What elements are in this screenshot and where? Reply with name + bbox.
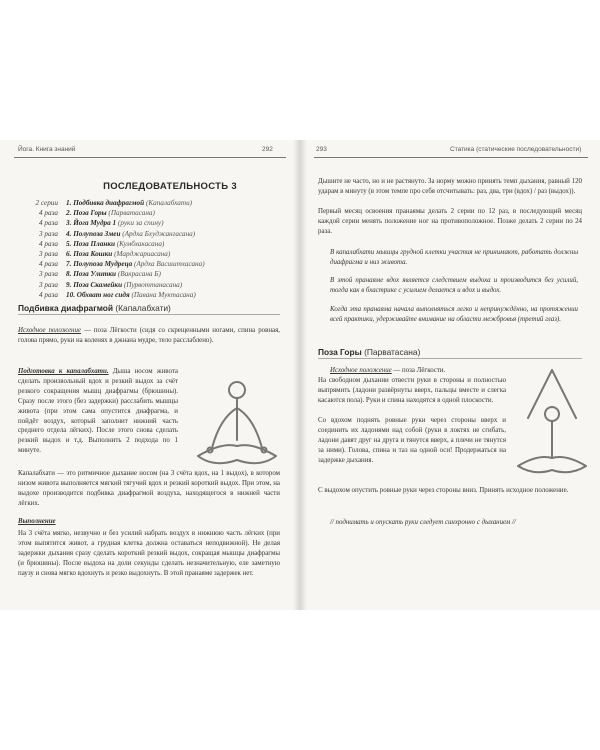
note-chest-muscles: В капалабхати мышцы грудной клетки участия не принимают, работать должны диафрагма и низ живота. bbox=[330, 249, 578, 266]
sequence-name bbox=[66, 208, 155, 218]
right-page-number: 293 bbox=[316, 146, 327, 153]
left-running-head: Йога. Книга знаний bbox=[18, 146, 76, 153]
sequence-item bbox=[26, 229, 276, 239]
sequence-title: 10. Обхват ног сидя bbox=[66, 290, 130, 299]
kapalabhati-preparation: Подготовка к капалабхати. Дыша носом живота сделать произвольный вдох и резкий выдох за счёт резкого сокращения мышц диафрагмы (брюшины). Сразу после этого (без задержки) расслабить мышцы живота (при этом сама опустится диафрагма, и пойдёт воздух, который заполнит нижний часть среднего отдела лёгких). После этого снова сделать резкий выдох и т.д. Выполнить 2 подхода по 1 минуте. bbox=[18, 368, 178, 455]
sequence-item bbox=[26, 208, 276, 218]
sequence-sanskrit: (Ардха Бхуджангасана) bbox=[122, 229, 196, 238]
sequence-sanskrit: (Вакрасана Б) bbox=[117, 270, 161, 279]
lotus-figure-icon bbox=[192, 376, 282, 480]
sequence-name bbox=[66, 239, 164, 249]
sequence-count: 3 раза bbox=[39, 280, 58, 289]
sequence-title: 6. Поза Кошки bbox=[66, 249, 113, 258]
sequence-name bbox=[66, 218, 163, 228]
mountain-breath-note: // поднимать и опускать руки следует синхронно с дыханием // bbox=[330, 519, 516, 526]
sequence-title: 7. Полупоза Мудреца bbox=[66, 260, 133, 269]
sequence-name bbox=[66, 198, 192, 208]
right-header-rule bbox=[314, 157, 588, 158]
sequence-count: 3 раза bbox=[39, 229, 58, 238]
mountain-start-position: Исходное положение — поза Лёгкости. bbox=[330, 367, 446, 374]
sequence-title: 2. Поза Горы bbox=[66, 209, 107, 218]
sequence-count: 4 раза bbox=[39, 209, 58, 218]
sequence-count: 4 раза bbox=[39, 260, 58, 269]
right-running-head: Статика (статические последовательности) bbox=[450, 146, 582, 153]
execution-heading: Выполнение bbox=[18, 518, 56, 525]
section-title: ПОСЛЕДОВАТЕЛЬНОСТЬ 3 bbox=[103, 181, 237, 192]
book-gutter bbox=[293, 140, 307, 610]
note-third-eye: Когда эта пранаяма начала выполняться легко и непринуждённо, на протяжении всей практики, удерживайте внимание на области межбровья (третий глаз). bbox=[330, 306, 578, 323]
sequence-sanskrit: (Парватасана) bbox=[108, 209, 155, 218]
sequence-sanskrit: (Пурвоттанасана) bbox=[123, 280, 183, 289]
execution-text: На 3 счёта мягко, незвучно и без усилий набрать воздух в нижнюю часть лёгких (при этом выпятится живот, а грудная клетка должна оставаться неподвижной). Не делая задержки дыхания сразу сделать короткий резкий выдох, сокращая мышцы диафрагмы (и брюшины). После выдоха на доли секунды сделать незначительную, еле заметную паузу и снова мягко вдохнуть и резко выдохнуть. В этой пранаяме задержек нет. bbox=[18, 530, 280, 577]
sequence-count: 2 серии bbox=[35, 199, 58, 207]
sequence-title: 4. Полупоза Змеи bbox=[66, 229, 121, 238]
mountain-step-2: Со вдохом поднять ровные руки через стороны вверх и соединить их ладонями над собой (руки в локтях не сгибать, ладони давят друг на друга и тянутся вверх, а плечи не тянутся за ними). Голова, спина и таз на одной оси! Продержаться на задержке дыхания. bbox=[318, 417, 506, 464]
sequence-title: 5. Поза Планки bbox=[66, 239, 115, 248]
left-page-number: 292 bbox=[262, 146, 273, 153]
sequence-item bbox=[26, 280, 276, 290]
sequence-list bbox=[26, 198, 276, 300]
sequence-count: 3 раза bbox=[39, 270, 58, 279]
left-page bbox=[0, 140, 300, 610]
kapalabhati-start-position: Исходное положение — поза Лёгкости (сидя со скрещенными ногами, спина ровная, голова прямо, руки на коленях в джнана мудре, тело расслаблено). bbox=[18, 327, 280, 344]
breathing-tempo-text: Дышите не часто, но и не растянуто. За норму можно принять темп дыхания, равный 120 ударам в минуту (в этом темпе про себя отсчитывать: раз, два, три (вдох) / раз (выдох)). bbox=[318, 178, 582, 195]
sequence-sanskrit: (Кумбхакасана) bbox=[116, 239, 165, 248]
sequence-sanskrit: (руки за спину) bbox=[117, 219, 164, 228]
sequence-name bbox=[66, 280, 182, 290]
left-header-rule bbox=[14, 157, 286, 158]
sequence-sanskrit: (Павана Муктасана) bbox=[131, 290, 196, 299]
sequence-item bbox=[26, 239, 276, 249]
sequence-item bbox=[26, 218, 276, 228]
sequence-name bbox=[66, 229, 195, 239]
sequence-sanskrit: (Марджариасана) bbox=[114, 249, 171, 258]
sequence-item bbox=[26, 198, 276, 208]
mountain-step-1: На свободном дыхании отвести руки в стороны и полностью выпрямить (ладони развёрнуты вверх, пальцы вместе и слегка касаются пола). Руки и спина находятся в одной плоскости. bbox=[318, 377, 506, 404]
mountain-pose-heading: Поза Горы (Парватасана) bbox=[318, 347, 421, 357]
right-page bbox=[300, 140, 600, 610]
sequence-name bbox=[66, 290, 196, 300]
kapalabhati-description: Капалабхати — это ритмичное дыхание носом (на 3 счёта вдох, на 1 выдох), в котором низом живота выполняется мягкий тягучий вдох и резкий короткий выдох. При этом, на выдохе производится подбивка диафрагмой воздуха, находящегося в нижней части лёгких. bbox=[18, 470, 280, 507]
sequence-title: 9. Поза Скамейки bbox=[66, 280, 123, 289]
sequence-count: 4 раза bbox=[39, 219, 58, 228]
sequence-item bbox=[26, 259, 276, 269]
sequence-name bbox=[66, 269, 161, 279]
kapalabhati-heading: Подбивка диафрагмой (Капалабхати) bbox=[18, 303, 171, 313]
sequence-item bbox=[26, 249, 276, 259]
sequence-title: 3. Йога Мудра 1 bbox=[66, 219, 117, 228]
mountain-step-3: С выдохом опустить ровные руки через стороны вниз. Принять исходное положение. bbox=[318, 487, 569, 494]
sequence-count: 3 раза bbox=[39, 249, 58, 258]
note-inhale-exhale: В этой пранаяме вдох является следствием выдоха и производится без усилий, тогда как в бхастрике с усилием делается и вдох и выдох. bbox=[330, 277, 578, 294]
sequence-count: 4 раза bbox=[39, 290, 58, 299]
sequence-name bbox=[66, 259, 205, 269]
sequence-sanskrit: (Ардха Васиштхасана) bbox=[133, 260, 205, 269]
sequence-title: 8. Поза Улитки bbox=[66, 270, 117, 279]
sequence-item bbox=[26, 269, 276, 279]
mountain-pose-figure-icon bbox=[510, 366, 594, 484]
sequence-item bbox=[26, 290, 276, 300]
first-month-text: Первый месяц освоения пранаямы делать 2 серии по 12 раз, в последующий месяц каждой серии менять положение ног на противоположное. Позже делать 2 серии по 24 раза. bbox=[318, 208, 582, 235]
sequence-title: 1. Подбивка диафрагмой bbox=[66, 199, 145, 207]
sequence-count: 4 раза bbox=[39, 239, 58, 248]
sequence-name bbox=[66, 249, 170, 259]
kapalabhati-rule bbox=[18, 314, 280, 315]
mountain-rule bbox=[318, 358, 582, 359]
sequence-sanskrit: (Капалабхати) bbox=[145, 199, 193, 207]
